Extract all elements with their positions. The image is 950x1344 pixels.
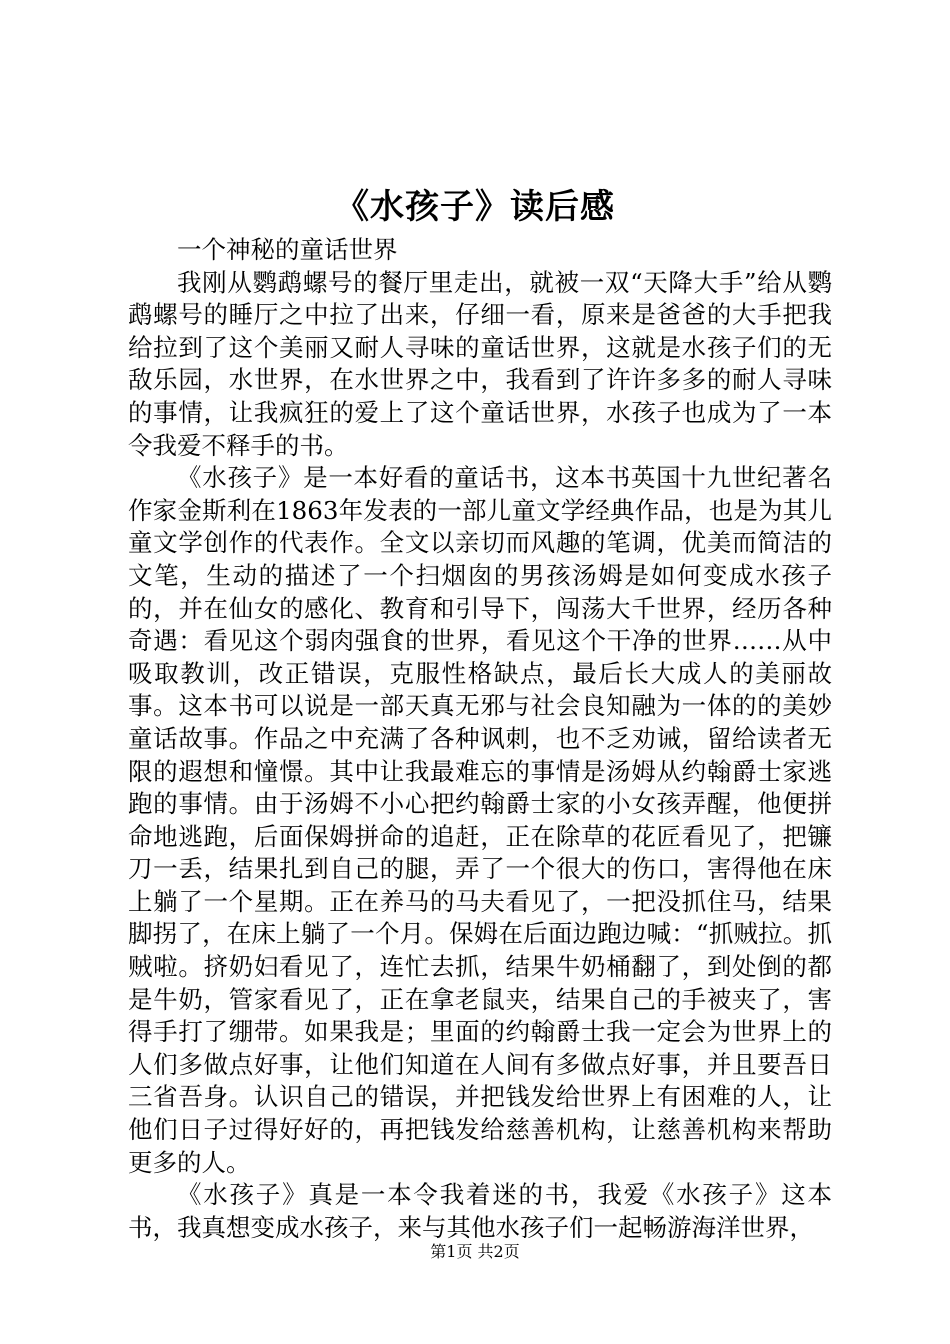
document-title: 《水孩子》读后感 — [335, 187, 615, 227]
document-body — [128, 234, 832, 1244]
page-footer: 第1页 共2页 — [430, 1242, 520, 1261]
section-subtitle: 一个神秘的童话世界 — [177, 235, 398, 264]
paragraph-3: 《水孩子》真是一本令我着迷的书，我爱《水孩子》这本书，我真想变成水孩子，来与其他水孩子们一起畅游海洋世界， — [128, 1180, 832, 1242]
paragraph-2: 《水孩子》是一本好看的童话书，这本书英国十九世纪著名作家金斯利在1863年发表的一部儿童文学经典作品，也是为其儿童文学创作的代表作。全文以亲切而风趣的笔调，优美而简洁的文笔，生动的描述了一个扫烟囱的男孩汤姆是如何变成水孩子的，并在仙女的感化、教育和引导下，闯荡大千世界，经历各种奇遇：看见这个弱肉强食的世界，看见这个干净的世界……从中吸取教训，改正错误，克服性格缺点，最后长大成人的美丽故事。这本书可以说是一部天真无邪与社会良知融为一体的的美妙童话故事。作品之中充满了各种讽刺，也不乏劝诫，留给读者无限的遐想和憧憬。其中让我最难忘的事情是汤姆从约翰爵士家逃跑的事情。由于汤姆不小心把约翰爵士家的小女孩弄醒，他便拼命地逃跑，后面保姆拼命的追赶，正在除草的花匠看见了，把镰刀一丢，结果扎到自己的腿，弄了一个很大的伤口，害得他在床上躺了一个星期。正在养马的马夫看见了，一把没抓住马，结果脚拐了，在床上躺了一个月。保姆在后面边跑边喊：“抓贼拉。抓贼啦。挤奶妇看见了，连忙去抓，结果牛奶桶翻了，到处倒的都是牛奶，管家看见了，正在拿老鼠夹，结果自己的手被夹了，害得手打了绷带。如果我是；里面的约翰爵士我一定会为世界上的人们多做点好事，让他们知道在人间有多做点好事，并且要吾日三省吾身。认识自己的错误，并把钱发给世界上有困难的人，让他们日子过得好好的，再把钱发给慈善机构，让慈善机构来帮助更多的人。 — [128, 463, 832, 1177]
paragraph-1: 我刚从鹦鹉螺号的餐厅里走出，就被一双“天降大手”给从鹦鹉螺号的睡厅之中拉了出来，仔细一看，原来是爸爸的大手把我给拉到了这个美丽又耐人寻味的童话世界，这就是水孩子们的无敌乐园，水世界，在水世界之中，我看到了许许多多的耐人寻味的事情，让我疯狂的爱上了这个童话世界，水孩子也成为了一本令我爱不释手的书。 — [128, 267, 832, 460]
